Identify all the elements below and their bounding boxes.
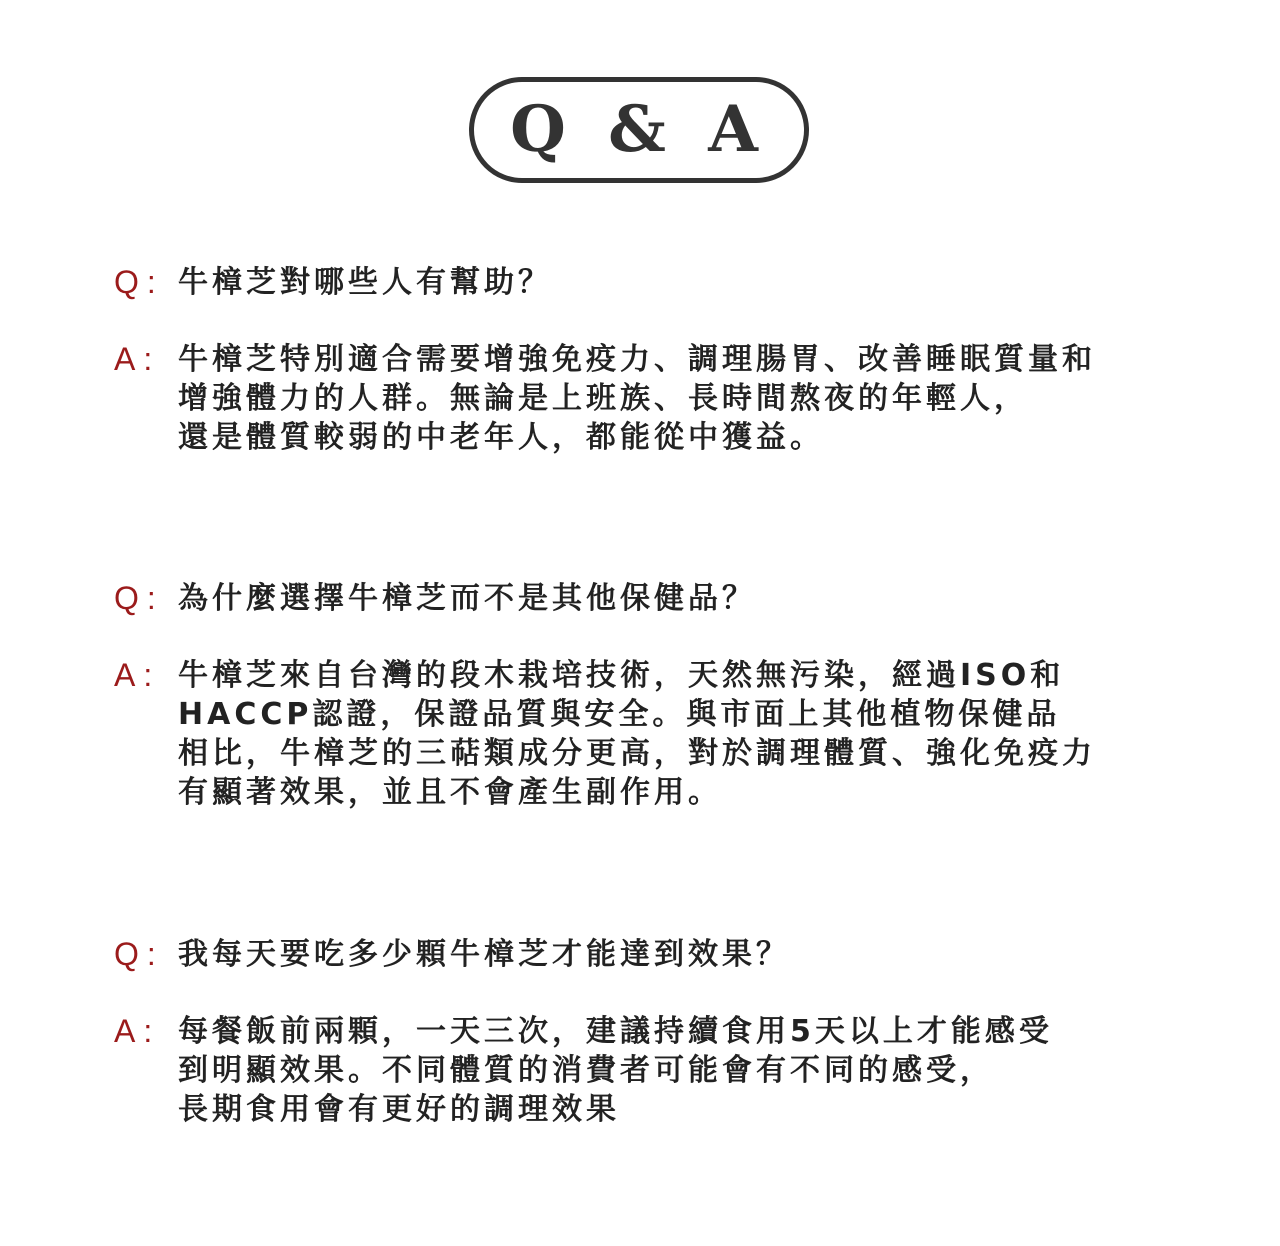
answer-marker: A :	[114, 657, 153, 693]
question-row	[114, 579, 1214, 618]
question-text: 我每天要吃多少顆牛樟芝才能達到效果？	[178, 937, 790, 972]
qa-item-1	[114, 263, 1214, 457]
answer-line: 相比，牛樟芝的三萜類成分更高，對於調理體質、強化免疫力	[178, 736, 1096, 771]
answer-marker: A :	[114, 1013, 153, 1049]
page-title: Q & A	[510, 92, 768, 167]
answer-line: 長期食用會有更好的調理效果	[178, 1092, 620, 1127]
answer-line: 有顯著效果，並且不會產生副作用。	[178, 775, 722, 810]
answer-row	[114, 656, 1214, 812]
question-row	[114, 935, 1214, 974]
answer-row	[114, 1012, 1214, 1129]
question-marker: Q :	[114, 264, 156, 300]
answer-row	[114, 340, 1214, 457]
answer-line: 每餐飯前兩顆，一天三次，建議持續食用5天以上才能感受	[178, 1014, 1053, 1049]
question-text: 牛樟芝對哪些人有幫助？	[178, 265, 552, 300]
answer-line: 牛樟芝特別適合需要增強免疫力、調理腸胃、改善睡眠質量和	[178, 342, 1096, 377]
answer-line: 牛樟芝來自台灣的段木栽培技術，天然無污染，經過ISO和	[178, 658, 1065, 693]
question-marker: Q :	[114, 580, 156, 616]
answer-line: 到明顯效果。不同體質的消費者可能會有不同的感受，	[178, 1053, 994, 1088]
answer-line: HACCP認證，保證品質與安全。與市面上其他植物保健品	[178, 697, 1061, 732]
answer-marker: A :	[114, 341, 153, 377]
answer-line: 增強體力的人群。無論是上班族、長時間熬夜的年輕人，	[178, 381, 1028, 416]
question-marker: Q :	[114, 936, 156, 972]
qa-title-badge	[469, 77, 809, 183]
question-text: 為什麼選擇牛樟芝而不是其他保健品？	[178, 581, 756, 616]
answer-line: 還是體質較弱的中老年人，都能從中獲益。	[178, 420, 824, 455]
qa-item-2	[114, 579, 1214, 812]
qa-item-3	[114, 935, 1214, 1129]
question-row	[114, 263, 1214, 302]
